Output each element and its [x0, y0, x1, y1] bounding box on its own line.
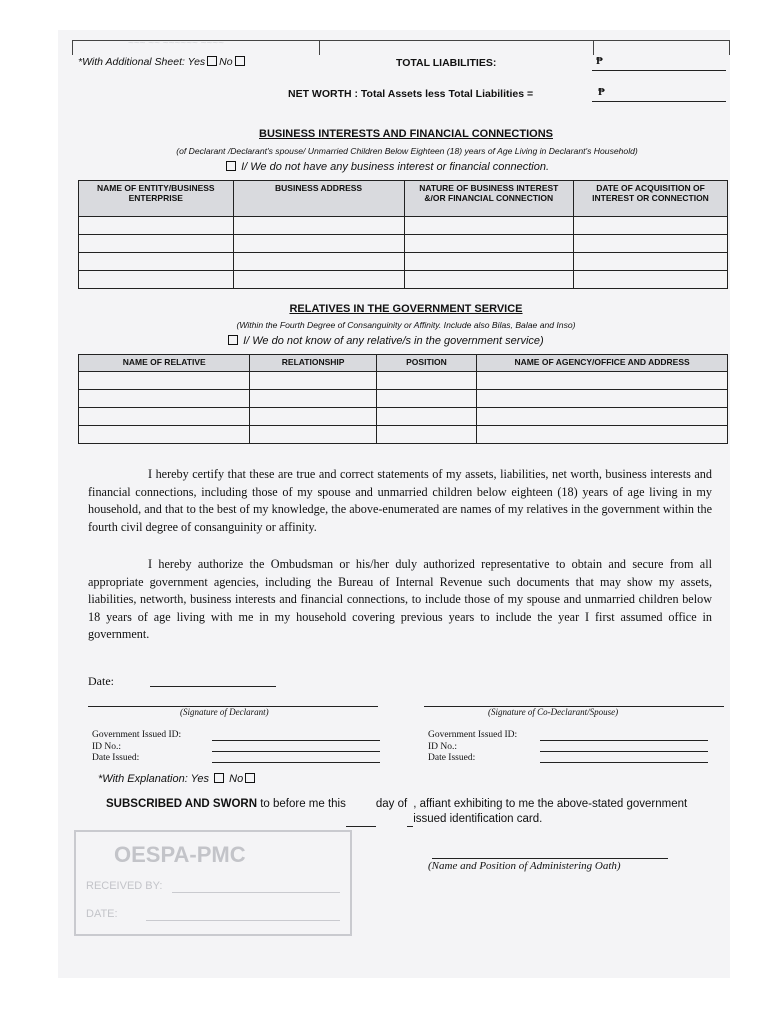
oath-day-field[interactable]	[346, 826, 376, 827]
column-header: NAME OF RELATIVE	[79, 355, 250, 372]
administering-oath-caption: (Name and Position of Administering Oath)	[428, 860, 621, 872]
column-header: NAME OF ENTITY/BUSINESS ENTERPRISE	[79, 181, 234, 217]
administering-oath-signature-line[interactable]	[432, 858, 668, 859]
column-header: DATE OF ACQUISITION OF INTEREST OR CONNECTION	[574, 181, 728, 217]
date-label: Date:	[88, 674, 114, 688]
date-field[interactable]	[150, 686, 276, 687]
table-row	[79, 372, 728, 390]
yes-checkbox[interactable]	[207, 56, 217, 66]
codeclarant-signature-caption: (Signature of Co-Declarant/Spouse)	[488, 707, 619, 717]
with-explanation-line: *With Explanation: Yes No	[98, 773, 257, 785]
declarant-id-block: Government Issued ID: ID No.: Date Issued:	[92, 730, 182, 763]
codeclarant-id-block: Government Issued ID: ID No.: Date Issued:	[428, 730, 518, 763]
total-liabilities-label: TOTAL LIABILITIES:	[396, 57, 497, 69]
relatives-table	[78, 354, 728, 444]
business-interests-table	[78, 180, 728, 289]
table-row	[79, 235, 728, 253]
net-worth-field[interactable]	[592, 101, 726, 102]
declarant-date-issued-field[interactable]	[212, 762, 380, 763]
no-business-interest-line: I/ We do not have any business interest or financial connection.	[224, 161, 549, 173]
explanation-no-checkbox[interactable]	[245, 773, 255, 783]
peso-sign: ₱	[598, 86, 605, 98]
column-header: BUSINESS ADDRESS	[233, 181, 404, 217]
authorization-paragraph: I hereby authorize the Ombudsman or his/her duly authorized representative to obtain and secure from all appropriate government agencies, including the Bureau of Internal Revenue such documents that may show my assets, liabilities, networth, business interests and financial connections, to include those of my spouse and unmarried children below 18 years of age living with me in my household covering previous years to include the year I first assumed office in government.	[88, 557, 712, 641]
relatives-section-title: RELATIVES IN THE GOVERNMENT SERVICE	[289, 303, 523, 315]
no-relatives-line: I/ We do not know of any relative/s in the government service)	[226, 335, 544, 347]
previous-table-strip	[72, 40, 730, 55]
table-row	[79, 271, 728, 289]
net-worth-label: NET WORTH : Total Assets less Total Liabilities =	[288, 88, 534, 100]
no-business-interest-checkbox[interactable]	[226, 161, 236, 171]
declarant-id-no-field[interactable]	[212, 751, 380, 752]
declarant-gov-id-field[interactable]	[212, 740, 380, 741]
column-header: NATURE OF BUSINESS INTEREST &/OR FINANCIAL CONNECTION	[404, 181, 573, 217]
codeclarant-gov-id-field[interactable]	[540, 740, 708, 741]
additional-sheet-line: *With Additional Sheet: Yes No	[78, 56, 247, 68]
business-section-title: BUSINESS INTERESTS AND FINANCIAL CONNECTIONS	[259, 128, 553, 140]
no-checkbox[interactable]	[235, 56, 245, 66]
peso-sign: ₱	[596, 55, 603, 67]
table-row	[79, 217, 728, 235]
table-row	[79, 408, 728, 426]
column-header: NAME OF AGENCY/OFFICE AND ADDRESS	[477, 355, 728, 372]
oath-line: SUBSCRIBED AND SWORN to before me this day of , affiant exhibiting to me the above-stated government issued identification card.	[106, 798, 688, 825]
relatives-section-subtitle: (Within the Fourth Degree of Consanguinity or Affinity. Include also Bilas, Balae and Inso)	[236, 320, 576, 330]
table-row	[79, 426, 728, 444]
explanation-yes-checkbox[interactable]	[214, 773, 224, 783]
table-row	[79, 253, 728, 271]
declarant-signature-caption: (Signature of Declarant)	[180, 707, 269, 717]
business-section-subtitle: (of Declarant /Declarant's spouse/ Unmarried Children Below Eighteen (18) years of Age Living in Declarant's Household)	[176, 146, 638, 156]
codeclarant-id-no-field[interactable]	[540, 751, 708, 752]
no-relatives-checkbox[interactable]	[228, 335, 238, 345]
codeclarant-date-issued-field[interactable]	[540, 762, 708, 763]
oespa-received-stamp: OESPA-PMC RECEIVED BY: DATE:	[74, 830, 352, 936]
total-liabilities-field[interactable]	[592, 70, 726, 71]
column-header: POSITION	[376, 355, 476, 372]
column-header: RELATIONSHIP	[250, 355, 376, 372]
certification-paragraph: I hereby certify that these are true and correct statements of my assets, liabilities, net worth, business interests and financial connections, including those of my spouse and unmarried children below eighteen (18) years of age living in my household, and that to the best of my knowledge, the above-enumerated are names of my relatives in the government within the fourth civil degree of consanguinity or affinity.	[88, 467, 712, 534]
bleed-through-text: ~~~ ~~ ~~~~~~ ~~~~	[128, 38, 224, 49]
table-row	[79, 390, 728, 408]
